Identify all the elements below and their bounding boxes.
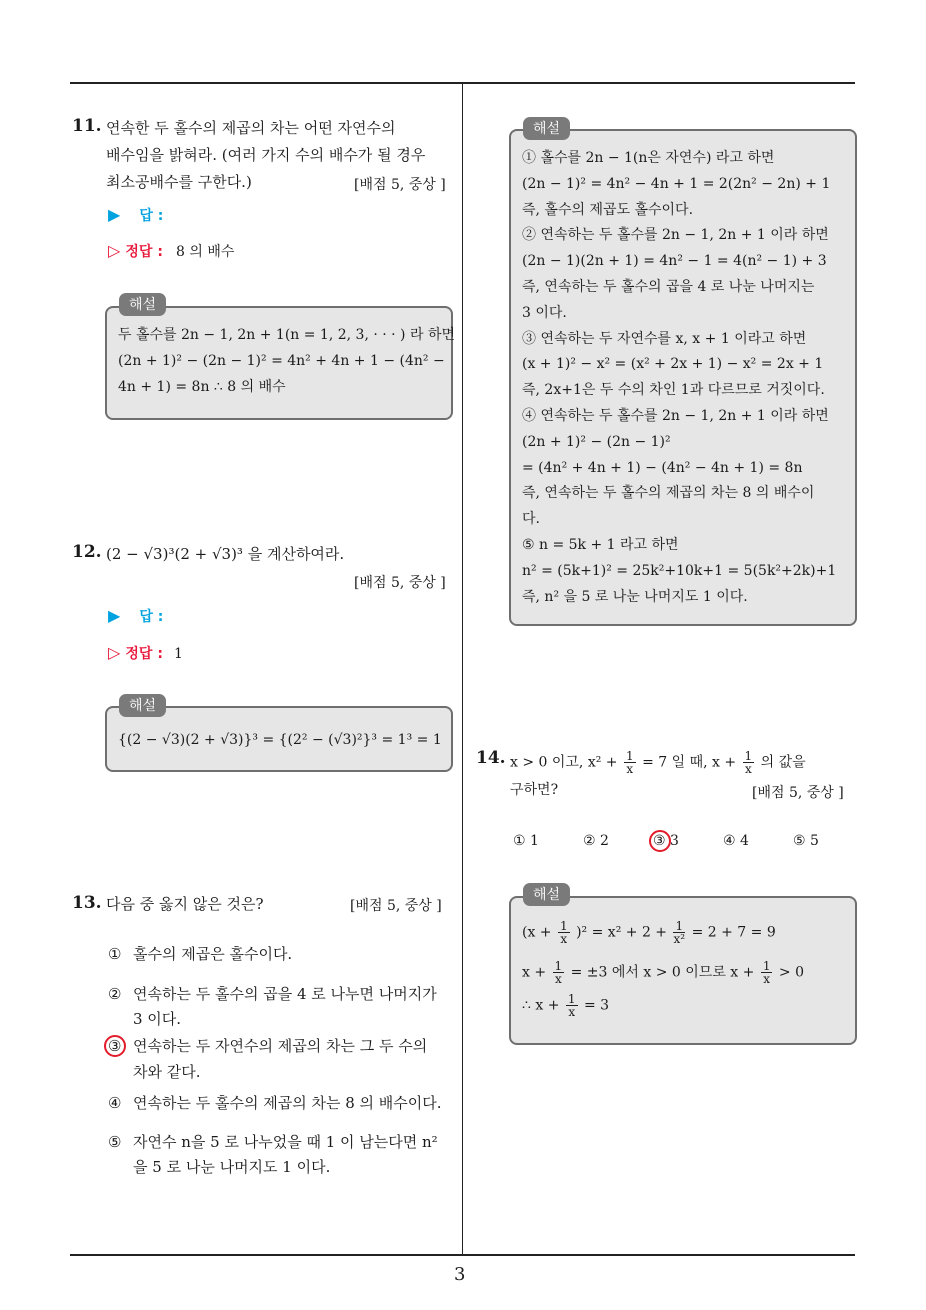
q14-frac-den: x <box>744 762 752 776</box>
q14-number: 14. <box>476 748 506 768</box>
q13-option-2-mark: ② <box>108 985 122 1003</box>
q14-solution-tag: 해설 <box>523 883 570 906</box>
q13-option-5-line-2: 을 5 로 나눈 나머지도 1 이다. <box>133 1158 331 1176</box>
q12-solution-line-1: {(2 − √3)(2 + √3)}³ = {(2² − (√3)²}³ = 1³ = 1 <box>118 732 442 748</box>
q14-sol-2c: > 0 <box>778 964 805 981</box>
q11-correct-label: 정답 : <box>125 244 163 260</box>
q13-solution-line: 3 이다. <box>522 304 567 321</box>
q14-sol-2a: x + <box>522 964 547 981</box>
q14-option-4: ④ 4 <box>723 833 749 849</box>
q13-solution-line: 즉, 연속하는 두 홀수의 제곱의 차는 8 의 배수이 <box>522 485 815 502</box>
q14-option-2: ② 2 <box>583 833 609 849</box>
q12-correct-row <box>108 643 183 663</box>
column-divider <box>462 83 463 1255</box>
q13-option-5-mark: ⑤ <box>108 1133 122 1151</box>
q14-solution-line-1 <box>522 920 776 945</box>
q11-line-3: 최소공배수를 구한다.) <box>106 173 252 191</box>
q13-solution-line: (2n − 1)(2n + 1) = 4n² − 1 = 4(n² − 1) + 3 <box>522 253 827 270</box>
q11-solution-line-2: (2n + 1)² − (2n − 1)² = 4n² + 4n + 1 − (4n² − <box>118 353 445 369</box>
q14-points: [배점 5, 중상 ] <box>752 785 844 801</box>
q13-solution-line: ② 연속하는 두 홀수를 2n − 1, 2n + 1 이라 하면 <box>522 227 829 244</box>
q13-option-2-line-2: 3 이다. <box>133 1010 182 1028</box>
q14-question-line-1 <box>510 750 806 775</box>
q11-line-2: 배수임을 밝혀라. (여러 가지 수의 배수가 될 경우 <box>106 146 426 164</box>
q13-solution-line: 즉, 2x+1은 두 수의 차인 1과 다르므로 거짓이다. <box>522 382 825 399</box>
q14-question-line-2: 구하면? <box>510 782 559 798</box>
outline-arrow-icon: ▷ <box>108 643 121 662</box>
q13-option-4-mark: ④ <box>108 1094 122 1112</box>
q12-number: 12. <box>72 542 102 562</box>
q11-correct-row <box>108 241 234 261</box>
q14-sol-1b: )² = x² + 2 + <box>576 924 668 941</box>
q14-text-b: = 7 일 때, x + <box>642 754 737 771</box>
outline-arrow-icon: ▷ <box>108 241 121 260</box>
q13-solution-line: (2n + 1)² − (2n − 1)² <box>522 433 671 450</box>
q14-sol-fraction-2 <box>673 920 685 945</box>
q13-option-3-mark: ③ <box>108 1037 122 1055</box>
q11-line-1: 연속한 두 홀수의 제곱의 차는 어떤 자연수의 <box>106 119 396 137</box>
q14-frac-num: 1 <box>744 749 753 763</box>
q12-points: [배점 5, 중상 ] <box>354 575 446 591</box>
q13-option-5-line-1: 자연수 n을 5 로 나누었을 때 1 이 남는다면 n² <box>133 1133 438 1151</box>
q14-frac-num: 1 <box>675 919 684 933</box>
q11-solution-line-3: 4n + 1) = 8n ∴ 8 의 배수 <box>118 379 286 395</box>
q14-option-3: ③ 3 <box>653 833 679 849</box>
q12-correct-value: 1 <box>174 646 183 662</box>
play-arrow-icon: ▶ <box>108 205 121 224</box>
q13-text: 다음 중 옳지 않은 것은? <box>106 895 264 913</box>
q14-sol-fraction-5 <box>566 993 578 1018</box>
q11-solution-line-1: 두 홀수를 2n − 1, 2n + 1(n = 1, 2, 3, · · · ) 라 하면 <box>118 327 455 343</box>
q13-option-1-mark: ① <box>108 945 122 963</box>
q13-solution-line: ④ 연속하는 두 홀수를 2n − 1, 2n + 1 이라 하면 <box>522 407 829 424</box>
q13-option-4-line-1: 연속하는 두 홀수의 제곱의 차는 8 의 배수이다. <box>133 1094 442 1112</box>
q12-answer-row <box>108 606 163 626</box>
q14-fraction-1 <box>624 750 636 775</box>
q14-sol-fraction-3 <box>553 960 565 985</box>
q13-points: [배점 5, 중상 ] <box>350 898 442 914</box>
q13-number: 13. <box>72 893 102 913</box>
q14-frac-den: x <box>568 1005 576 1019</box>
q14-frac-num: 1 <box>567 992 576 1006</box>
q13-solution-line: 즉, 홀수의 제곱도 홀수이다. <box>522 201 694 218</box>
page-number: 3 <box>454 1264 466 1285</box>
q14-sol-1c: = 2 + 7 = 9 <box>691 924 776 941</box>
q13-solution-line: = (4n² + 4n + 1) − (4n² − 4n + 1) = 8n <box>522 459 803 476</box>
q14-sol-2b: = ±3 에서 x > 0 이므로 x + <box>570 964 755 981</box>
q14-option-5: ⑤ 5 <box>793 833 819 849</box>
q13-solution-line: ① 홀수를 2n − 1(n은 자연수) 라고 하면 <box>522 150 775 166</box>
q14-fraction-2 <box>743 750 755 775</box>
q14-frac-den2: x² <box>673 932 686 946</box>
q14-solution-line-3 <box>522 993 609 1018</box>
q11-points: [배점 5, 중상 ] <box>354 177 446 193</box>
q14-solution-line-2 <box>522 960 804 985</box>
q14-frac-num: 1 <box>625 749 634 763</box>
q13-option-3-line-2: 차와 같다. <box>133 1063 201 1081</box>
q13-solution-lines <box>522 146 836 610</box>
q14-sol-1a: (x + <box>522 924 552 941</box>
q11-number: 11. <box>72 116 102 136</box>
q11-correct-value: 8 의 배수 <box>176 244 235 260</box>
q13-solution-line: (x + 1)² − x² = (x² + 2x + 1) − x² = 2x + 1 <box>522 356 824 373</box>
q13-solution-line: 다. <box>522 511 540 528</box>
q13-option-3-line-1: 연속하는 두 자연수의 제곱의 차는 그 두 수의 <box>133 1037 428 1055</box>
q13-option-2-line-1: 연속하는 두 홀수의 곱을 4 로 나누면 나머지가 <box>133 985 437 1003</box>
q14-text-a: x > 0 이고, x² + <box>510 754 618 771</box>
q14-frac-num: 1 <box>554 959 563 973</box>
q13-solution-line: (2n − 1)² = 4n² − 4n + 1 = 2(2n² − 2n) + 1 <box>522 175 831 192</box>
q13-solution-line: n² = (5k+1)² = 25k²+10k+1 = 5(5k²+2k)+1 <box>522 562 837 579</box>
q11-solution-tag: 해설 <box>119 293 166 316</box>
q14-frac-num: 1 <box>762 959 771 973</box>
q13-solution-tag: 해설 <box>523 117 570 140</box>
q12-correct-label: 정답 : <box>125 646 163 662</box>
q13-solution-line: ③ 연속하는 두 자연수를 x, x + 1 이라고 하면 <box>522 330 807 347</box>
q13-solution-line: 즉, 연속하는 두 홀수의 곱을 4 로 나눈 나머지는 <box>522 278 815 295</box>
q14-option-1: ① 1 <box>513 833 539 849</box>
q13-solution-line: 즉, n² 을 5 로 나눈 나머지도 1 이다. <box>522 588 748 605</box>
q14-text-c: 의 값을 <box>760 754 806 771</box>
q11-answer-label: 답 : <box>139 208 164 224</box>
q14-sol-3b: = 3 <box>583 997 610 1014</box>
q13-option-1-line-1: 홀수의 제곱은 홀수이다. <box>133 945 293 963</box>
q12-solution-tag: 해설 <box>119 694 166 717</box>
q14-sol-3a: ∴ x + <box>522 997 560 1014</box>
q14-sol-fraction-1 <box>558 920 570 945</box>
q14-frac-den: x <box>560 932 568 946</box>
q14-frac-den: x <box>626 762 634 776</box>
q14-sol-fraction-4 <box>761 960 773 985</box>
q12-text: (2 − √3)³(2 + √3)³ 을 계산하여라. <box>106 545 345 563</box>
play-arrow-icon: ▶ <box>108 606 121 625</box>
q13-solution-line: ⑤ n = 5k + 1 라고 하면 <box>522 536 679 553</box>
q14-frac-den: x <box>763 972 771 986</box>
q12-answer-label: 답 : <box>139 609 164 625</box>
q14-frac-den: x <box>554 972 562 986</box>
q14-frac-num: 1 <box>560 919 568 933</box>
q11-answer-row <box>108 205 163 225</box>
